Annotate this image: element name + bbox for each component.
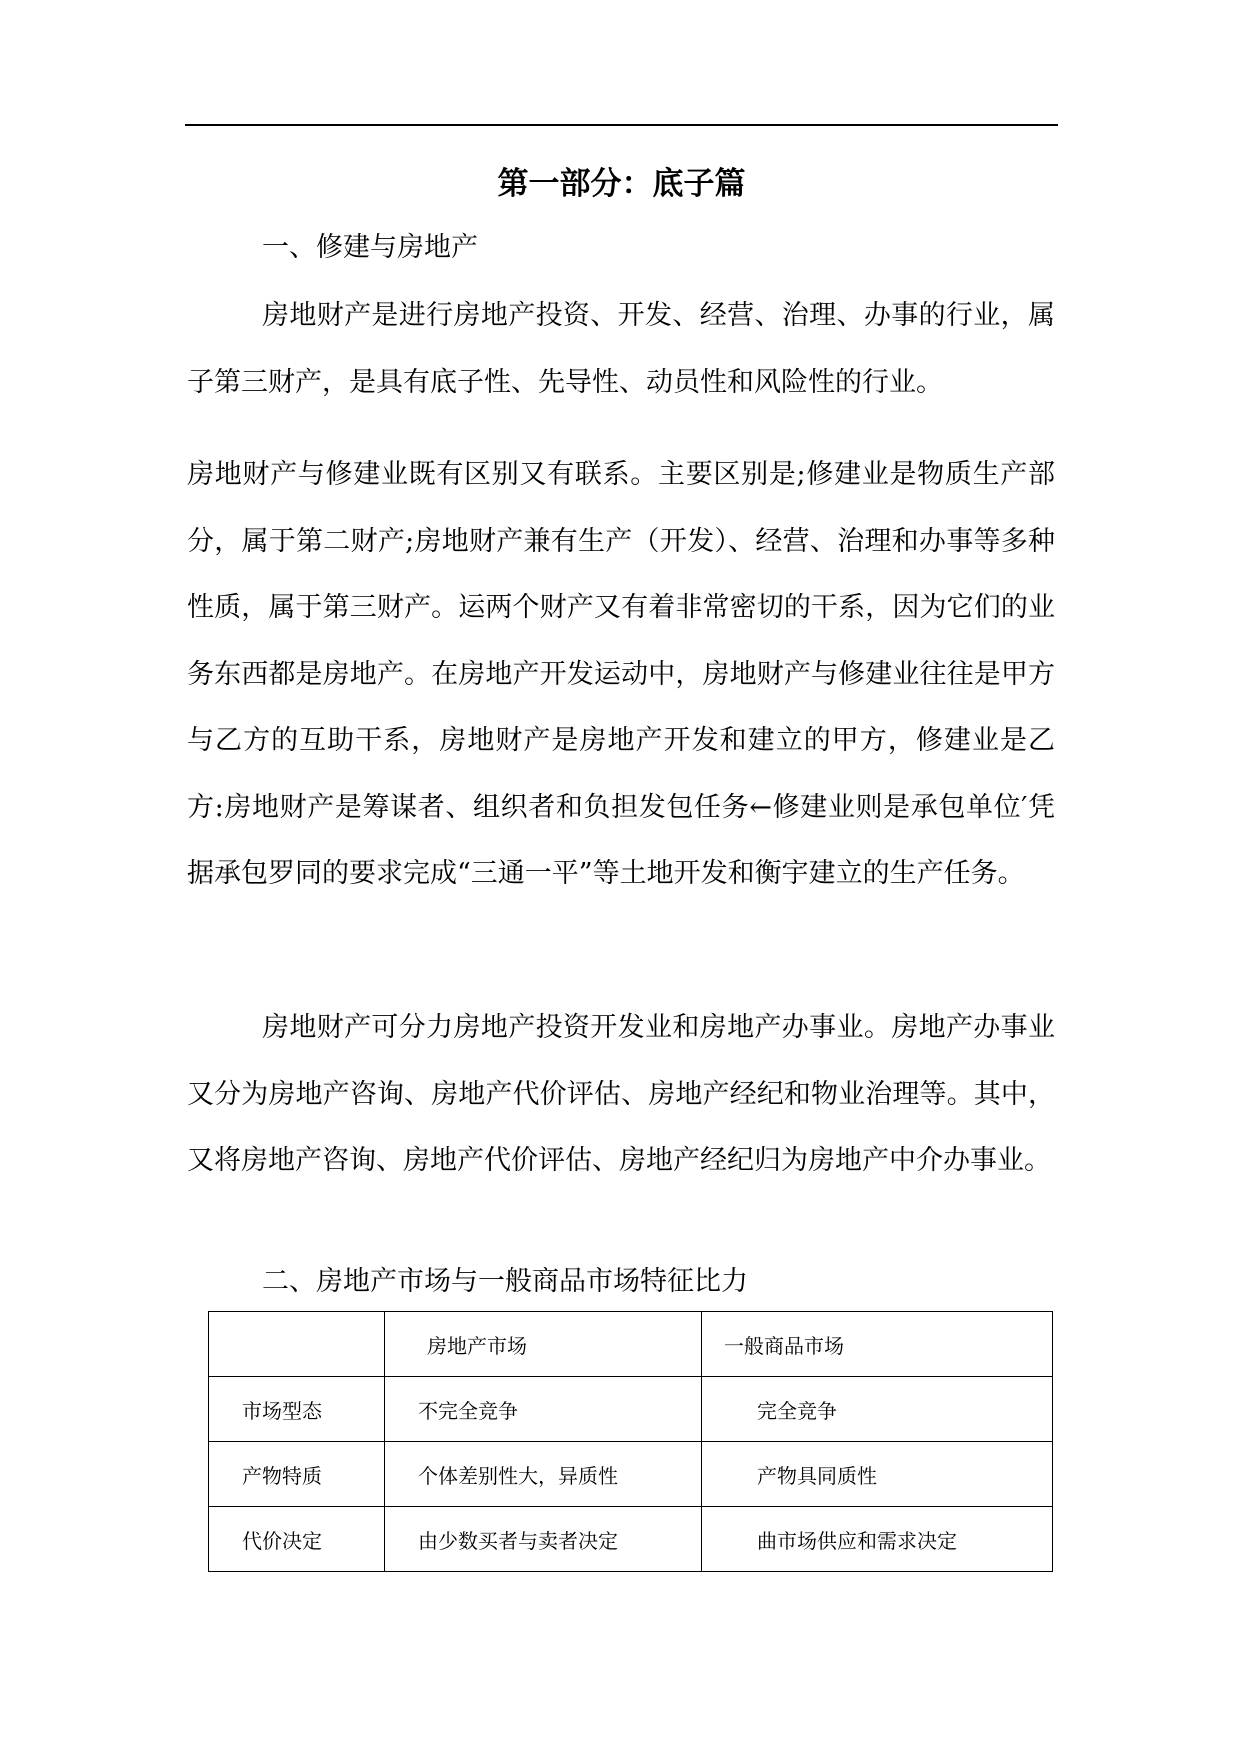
section-heading-2: 二、房地产市场与一般商品市场特征比力 <box>262 1266 748 1297</box>
section-heading-1: 一、修建与房地产 <box>262 232 478 263</box>
table-header-cell <box>209 1312 385 1377</box>
comparison-table <box>208 1311 1053 1572</box>
table-cell: 完全竞争 <box>702 1377 1053 1442</box>
table-cell: 曲市场供应和需求决定 <box>702 1507 1053 1572</box>
table-cell: 代价决定 <box>209 1507 385 1572</box>
paragraph-1: 房地财产是进行房地产投资、开发、经营、治理、办事的行业，属子第三财产，是具有底子性、先导性、动员性和风险性的行业。 <box>187 300 1055 398</box>
header-rule <box>185 124 1058 126</box>
table-cell: 市场型态 <box>209 1377 385 1442</box>
table-row <box>209 1507 1053 1572</box>
paragraph-3: 房地财产可分力房地产投资开发业和房地产办事业。房地产办事业又分为房地产咨询、房地产代价评估、房地产经纪和物业治理等。其中，又将房地产咨询、房地产代价评估、房地产经纪归为房地产中介办事业。 <box>187 1012 1055 1176</box>
table-row <box>209 1442 1053 1507</box>
table-row <box>209 1377 1053 1442</box>
page-title: 第一部分：底子篇 <box>497 166 746 202</box>
table-cell: 产物具同质性 <box>702 1442 1053 1507</box>
table-header-row <box>209 1312 1053 1377</box>
table-cell: 产物特质 <box>209 1442 385 1507</box>
paragraph-2: 房地财产与修建业既有区别又有联系。主要区别是;修建业是物质生产部分，属于第二财产;房地财产兼有生产（开发）、经营、治理和办事等多种性质，属于第三财产。运两个财产又有着非常密切的干系，因为它们的业务东西都是房地产。在房地产开发运动中，房地财产与修建业往往是甲方与乙方的互助干系，房地财产是房地产开发和建立的甲方，修建业是乙方:房地财产是筹谋者、组织者和负担发包任务←修建业则是承包单位′凭据承包罗同的要求完成“三通一平”等土地开发和衡宇建立的生产任务。 <box>187 459 1055 889</box>
table-cell: 个体差别性大，异质性 <box>385 1442 702 1507</box>
table-header-cell: 房地产市场 <box>385 1312 702 1377</box>
table-cell: 不完全竞争 <box>385 1377 702 1442</box>
table-header-cell: 一般商品市场 <box>702 1312 1053 1377</box>
table-cell: 由少数买者与卖者决定 <box>385 1507 702 1572</box>
